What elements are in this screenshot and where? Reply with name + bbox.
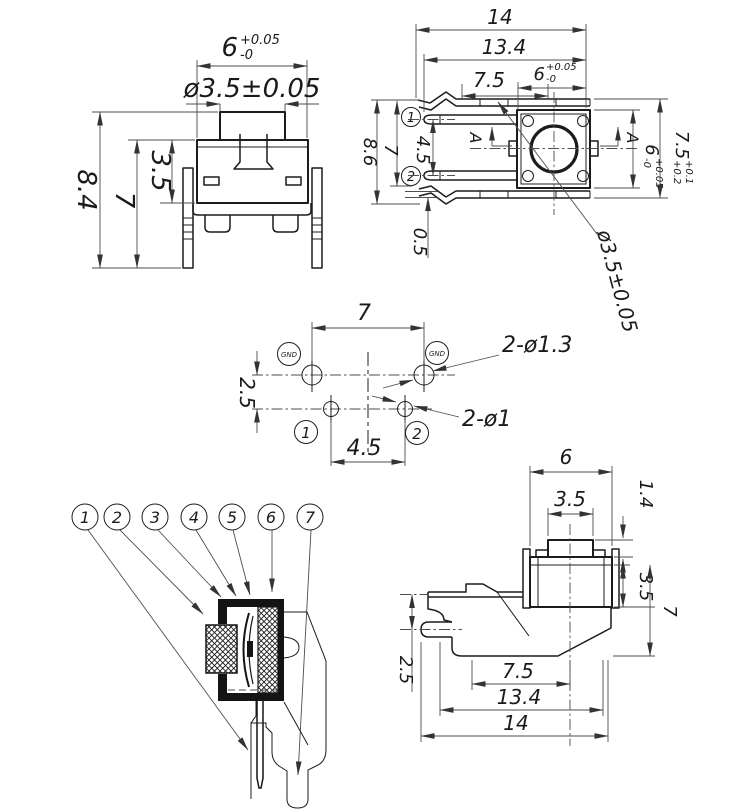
dim-side-body-height: 3.5 bbox=[635, 572, 656, 602]
dim-top-actuator: ø3.5±0.05 bbox=[592, 227, 643, 336]
dim-top-pin-length: 7.5 bbox=[473, 68, 505, 92]
dim-front-width: 6 bbox=[221, 33, 238, 63]
dim-top-body-height-tm: -0 bbox=[641, 158, 652, 168]
dim-side-stem-height: 1.4 bbox=[635, 479, 656, 509]
front-foot-right bbox=[273, 215, 298, 232]
dim-front-width-tol-plus: +0.05 bbox=[240, 33, 280, 48]
side-stem bbox=[548, 540, 593, 557]
front-slot-right bbox=[286, 177, 301, 185]
dim-side-total-height: 7 bbox=[659, 605, 680, 617]
section-terminal-pin bbox=[257, 701, 263, 788]
side-flange-right bbox=[612, 549, 619, 608]
part-number-2: 2 bbox=[111, 508, 123, 527]
dim-top-metal-thickness: 0.5 bbox=[409, 227, 430, 257]
part-number-1: 1 bbox=[79, 508, 91, 527]
dim-top-flange-tm: +0.2 bbox=[671, 160, 682, 185]
dim-front-body-height: 3.5 bbox=[145, 150, 175, 192]
top-strip-lower bbox=[419, 193, 590, 204]
dim-pcb-gnd-pitch: 7 bbox=[357, 301, 371, 326]
side-bracket-arm bbox=[428, 584, 523, 597]
part-number-6: 6 bbox=[265, 508, 277, 527]
section-stem bbox=[206, 625, 237, 673]
pcb-gnd-label-left: GND bbox=[280, 351, 298, 359]
part-number-4: 4 bbox=[188, 508, 200, 527]
top-pin1-number: 1 bbox=[406, 111, 416, 126]
dim-side-bracket-length: 13.4 bbox=[496, 685, 542, 709]
section-view bbox=[72, 504, 326, 808]
dim-top-bracket-length: 13.4 bbox=[481, 35, 527, 59]
dim-pcb-pin-pitch: 4.5 bbox=[346, 436, 382, 461]
dim-top-flange-tp: +0.1 bbox=[683, 160, 694, 185]
pcb-pin2-number: 2 bbox=[412, 425, 422, 443]
dim-side-body-width: 6 bbox=[559, 445, 573, 469]
front-base-plate bbox=[193, 203, 311, 215]
part-number-3: 3 bbox=[149, 508, 161, 527]
callout-pin-holes: 2-ø1 bbox=[462, 407, 512, 432]
dim-top-bracket-span: 8.6 bbox=[359, 137, 380, 167]
section-label-left: A bbox=[466, 132, 485, 144]
section-base bbox=[258, 607, 278, 693]
side-flange-left bbox=[523, 549, 530, 608]
dim-top-body-height: 6 bbox=[641, 144, 662, 156]
dim-top-body-width: 6 bbox=[533, 64, 545, 85]
dim-pcb-row-pitch: 2.5 bbox=[235, 377, 259, 409]
part-number-5: 5 bbox=[226, 508, 238, 527]
dim-front-actuator: ø3.5±0.05 bbox=[183, 74, 321, 104]
top-pin2-number: 2 bbox=[406, 170, 416, 185]
side-bracket-body bbox=[428, 597, 611, 656]
dim-side-pin-length: 7.5 bbox=[502, 659, 534, 683]
front-body bbox=[197, 140, 308, 203]
callout-gnd-holes: 2-ø1.3 bbox=[502, 333, 573, 358]
top-view bbox=[359, 5, 694, 335]
pcb-gnd-label-right: GND bbox=[428, 350, 446, 358]
front-foot-left bbox=[205, 215, 230, 232]
dim-side-stem-width: 3.5 bbox=[554, 487, 586, 511]
dim-top-gnd-pitch: 7 bbox=[380, 144, 401, 156]
dim-front-width-tol-minus: -0 bbox=[240, 48, 253, 63]
side-view bbox=[395, 445, 680, 746]
dim-top-total-length: 14 bbox=[487, 5, 513, 29]
dim-front-cover-height: 7 bbox=[109, 191, 139, 209]
part-number-7: 7 bbox=[304, 508, 316, 527]
dim-front-total-height: 8.4 bbox=[71, 169, 101, 211]
dim-top-flange: 7.5 bbox=[671, 130, 692, 160]
dim-top-body-width-tm: -0 bbox=[546, 74, 556, 85]
front-view bbox=[71, 33, 322, 268]
dim-side-row-offset: 2.5 bbox=[395, 655, 416, 685]
pcb-layout-view bbox=[235, 301, 572, 466]
dim-side-total-length: 14 bbox=[503, 711, 529, 735]
section-label-right: A bbox=[623, 132, 642, 144]
dim-top-body-width-tp: +0.05 bbox=[546, 62, 577, 73]
dim-top-body-height-tp: +0.05 bbox=[653, 158, 664, 189]
front-actuator bbox=[220, 112, 285, 140]
front-slot-left bbox=[204, 177, 219, 185]
dim-top-pin-pitch: 4.5 bbox=[412, 135, 433, 165]
pcb-pin1-number: 1 bbox=[301, 424, 311, 442]
